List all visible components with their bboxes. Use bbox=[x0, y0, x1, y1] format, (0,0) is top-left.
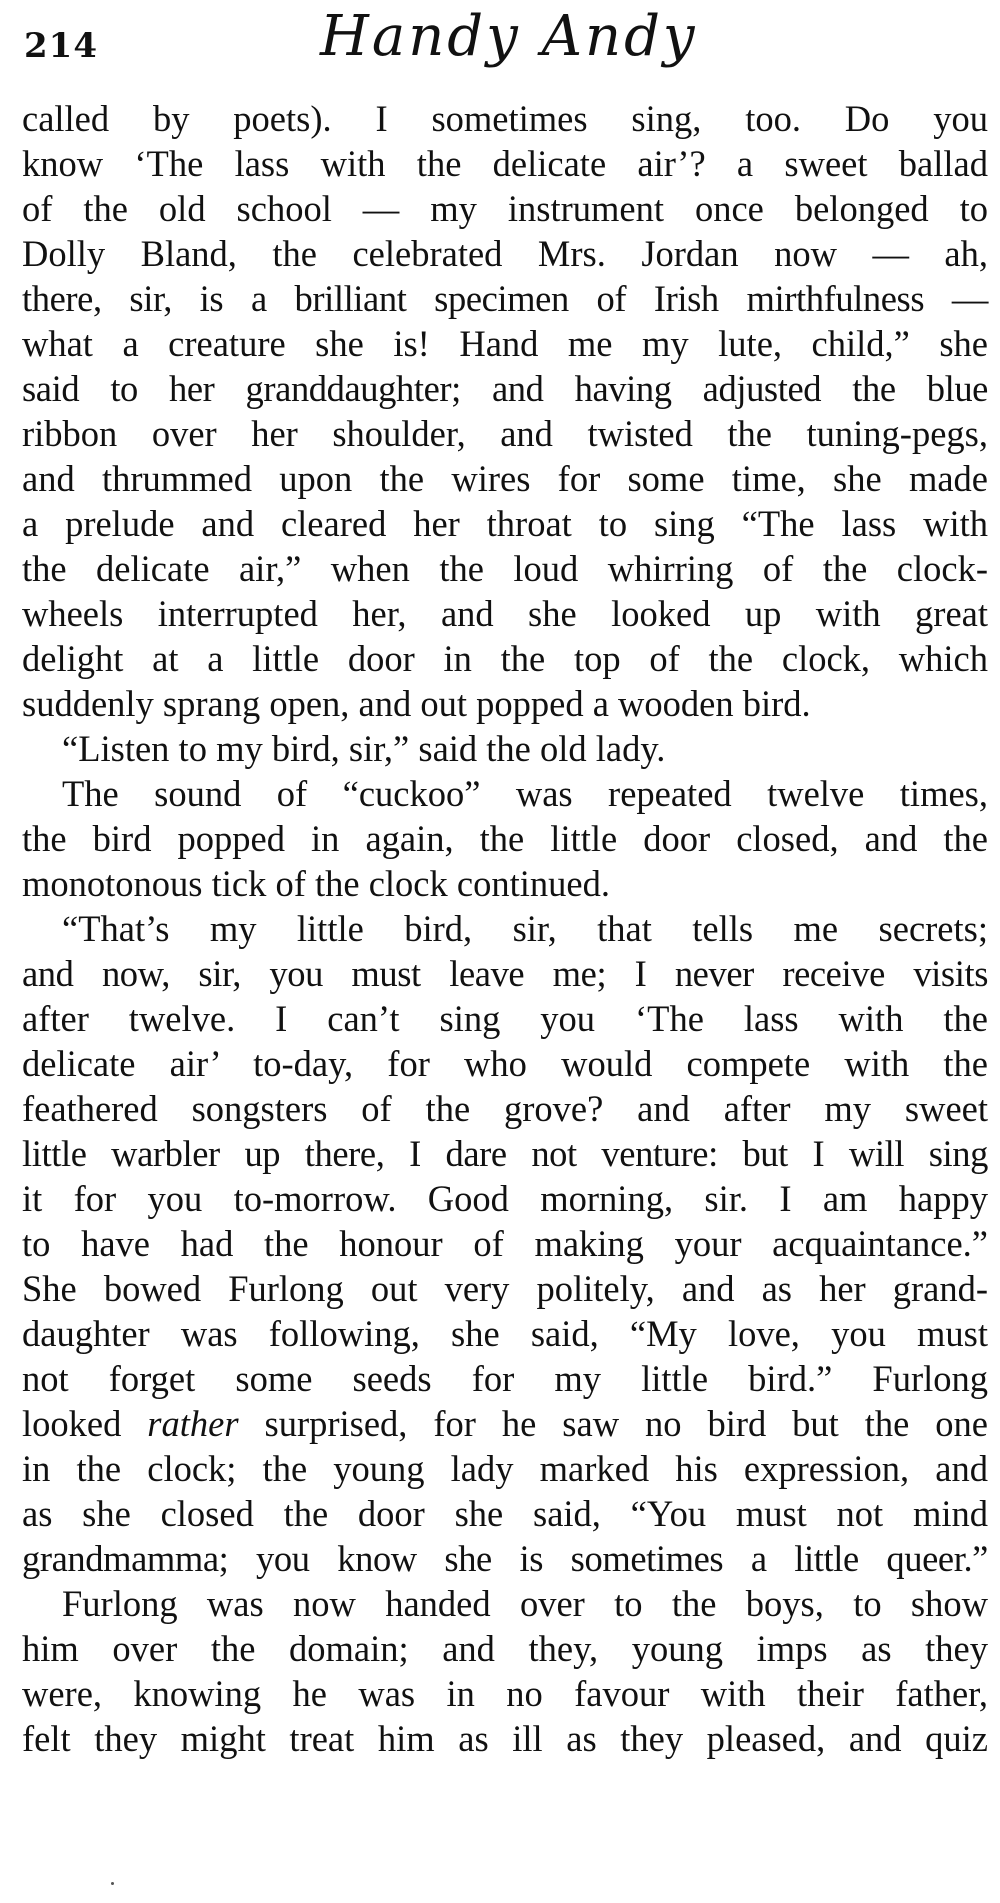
text-line: The sound of “cuckoo” was repeated twelve times, bbox=[62, 773, 988, 814]
text-line: it for you to-morrow. Good morning, sir. I am happy bbox=[22, 1178, 988, 1219]
text-line: Dolly Bland, the celebrated Mrs. Jordan now — ah, bbox=[22, 233, 988, 274]
text-fragment: surprised, for he saw no bird but the one bbox=[264, 1403, 989, 1444]
text-line: and thrummed upon the wires for some time, she made bbox=[22, 458, 988, 499]
text-line: daughter was following, she said, “My love, you must bbox=[22, 1313, 988, 1354]
text-line: the delicate air,” when the loud whirring of the clock- bbox=[22, 548, 988, 589]
text-line: what a creature she is! Hand me my lute, child,” she bbox=[22, 323, 988, 364]
text-line: Furlong was now handed over to the boys, to show bbox=[62, 1583, 988, 1624]
text-line: said to her granddaughter; and having adjusted the blue bbox=[22, 368, 988, 409]
running-title: Handy Andy bbox=[320, 4, 698, 69]
body-text bbox=[22, 96, 988, 1761]
text-line: the bird popped in again, the little door closed, and the bbox=[22, 818, 988, 859]
text-line: him over the domain; and they, young imps as they bbox=[22, 1628, 988, 1669]
text-fragment: looked bbox=[22, 1403, 122, 1444]
text-line: “Listen to my bird, sir,” said the old lady. bbox=[62, 728, 666, 769]
text-line: there, sir, is a brilliant specimen of Irish mirthfulness — bbox=[22, 278, 988, 319]
text-line: delight at a little door in the top of the clock, which bbox=[22, 638, 988, 679]
text-line: felt they might treat him as ill as they pleased, and quiz bbox=[22, 1718, 988, 1759]
text-line: after twelve. I can’t sing you ‘The lass with the bbox=[22, 998, 988, 1039]
text-line: of the old school — my instrument once belonged to bbox=[22, 188, 988, 229]
text-line: were, knowing he was in no favour with their father, bbox=[22, 1673, 988, 1714]
page-number: 214 bbox=[24, 26, 98, 66]
text-line: and now, sir, you must leave me; I never receive visits bbox=[22, 953, 988, 994]
italic-word: rather bbox=[147, 1403, 239, 1444]
text-line-with-italic bbox=[22, 1401, 988, 1446]
text-line: feathered songsters of the grove? and after my sweet bbox=[22, 1088, 988, 1129]
text-line: suddenly sprang open, and out popped a wooden bird. bbox=[22, 683, 811, 724]
text-line: “That’s my little bird, sir, that tells me secrets; bbox=[62, 908, 988, 949]
text-line: She bowed Furlong out very politely, and as her grand- bbox=[22, 1268, 988, 1309]
text-line: to have had the honour of making your acquaintance.” bbox=[22, 1223, 988, 1264]
text-line: grandmamma; you know she is sometimes a little queer.” bbox=[22, 1538, 988, 1579]
text-line: as she closed the door she said, “You must not mind bbox=[22, 1493, 988, 1534]
text-line: a prelude and cleared her throat to sing “The lass with bbox=[22, 503, 988, 544]
text-line: know ‘The lass with the delicate air’? a sweet ballad bbox=[22, 143, 988, 184]
text-line: wheels interrupted her, and she looked up with great bbox=[22, 593, 988, 634]
text-line: monotonous tick of the clock continued. bbox=[22, 863, 610, 904]
page-header bbox=[20, 0, 980, 90]
text-line: delicate air’ to-day, for who would compete with the bbox=[22, 1043, 988, 1084]
text-line: in the clock; the young lady marked his expression, and bbox=[22, 1448, 988, 1489]
text-line: ribbon over her shoulder, and twisted the tuning-pegs, bbox=[22, 413, 988, 454]
scan-speck bbox=[111, 1882, 114, 1885]
text-line: little warbler up there, I dare not venture: but I will sing bbox=[22, 1133, 988, 1174]
text-line: called by poets). I sometimes sing, too. Do you bbox=[22, 98, 988, 139]
text-line: not forget some seeds for my little bird.” Furlong bbox=[22, 1358, 988, 1399]
